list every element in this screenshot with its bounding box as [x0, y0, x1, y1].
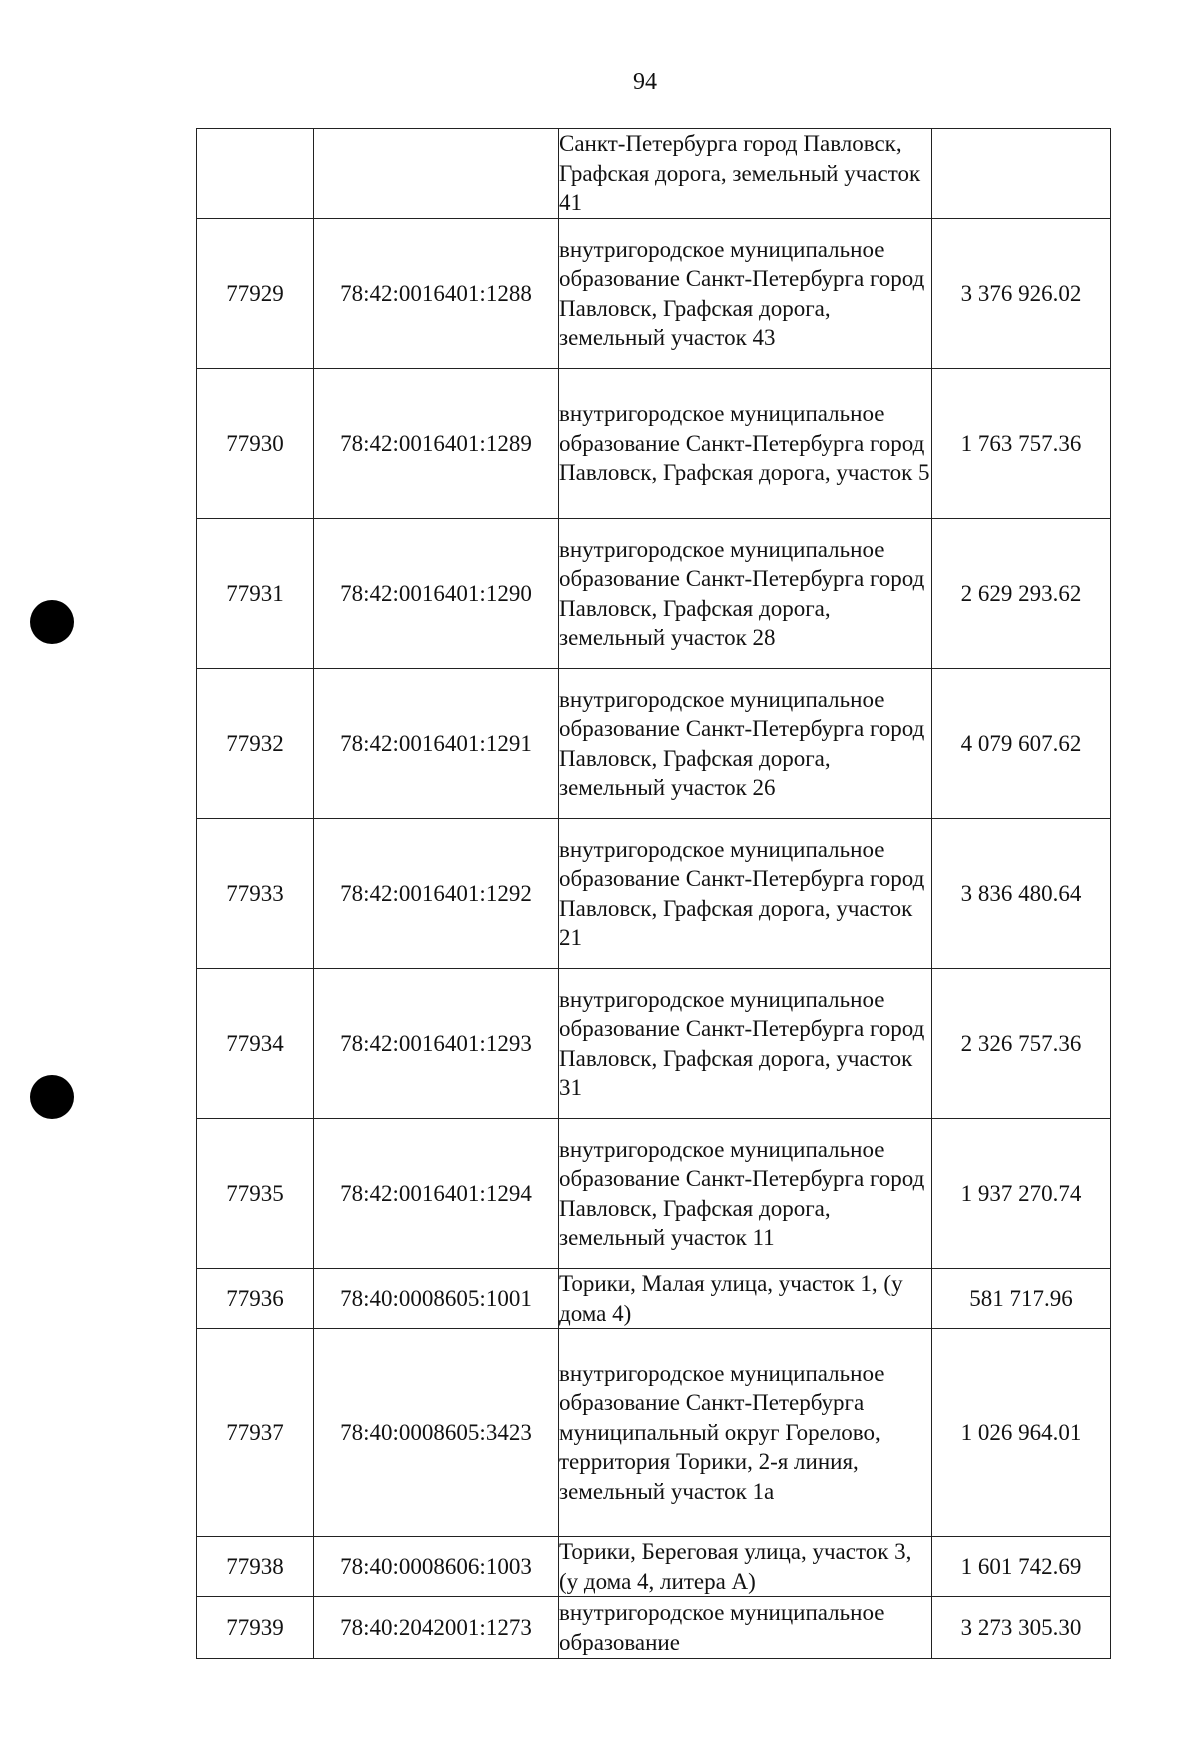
table-row	[197, 1537, 1111, 1597]
table-row	[197, 1597, 1111, 1659]
address: Санкт-Петербурга город Павловск, Графская дорога, земельный участок 41	[559, 129, 932, 219]
address: внутригородское муниципальное образование Санкт-Петербурга город Павловск, Графская дорога, участок 31	[559, 969, 932, 1119]
cadastral-number: 78:42:0016401:1288	[314, 219, 559, 369]
row-number: 77939	[197, 1597, 314, 1659]
value: 1 763 757.36	[932, 369, 1111, 519]
cadastral-number: 78:42:0016401:1292	[314, 819, 559, 969]
cadastral-number: 78:42:0016401:1293	[314, 969, 559, 1119]
table-row	[197, 1329, 1111, 1537]
row-number: 77936	[197, 1269, 314, 1329]
table-row	[197, 129, 1111, 219]
address: внутригородское муниципальное образование Санкт-Петербурга муниципальный округ Горелово, территория Торики, 2-я линия, земельный участок 1а	[559, 1329, 932, 1537]
address: внутригородское муниципальное образование	[559, 1597, 932, 1659]
row-number: 77937	[197, 1329, 314, 1537]
cadastral-number: 78:42:0016401:1291	[314, 669, 559, 819]
cadastral-number: 78:42:0016401:1289	[314, 369, 559, 519]
table-row	[197, 219, 1111, 369]
address: внутригородское муниципальное образование Санкт-Петербурга город Павловск, Графская дорога, участок 5	[559, 369, 932, 519]
table-row	[197, 519, 1111, 669]
value: 3 836 480.64	[932, 819, 1111, 969]
value: 1 601 742.69	[932, 1537, 1111, 1597]
address: Торики, Малая улица, участок 1, (у дома 4)	[559, 1269, 932, 1329]
address: Торики, Береговая улица, участок 3, (у дома 4, литера А)	[559, 1537, 932, 1597]
value	[932, 129, 1111, 219]
value: 3 376 926.02	[932, 219, 1111, 369]
cadastral-number: 78:42:0016401:1294	[314, 1119, 559, 1269]
value: 1 026 964.01	[932, 1329, 1111, 1537]
cadastral-number: 78:40:0008605:1001	[314, 1269, 559, 1329]
punch-hole-top	[30, 600, 74, 644]
table-row	[197, 819, 1111, 969]
row-number: 77931	[197, 519, 314, 669]
cadastral-number: 78:40:0008605:3423	[314, 1329, 559, 1537]
value: 3 273 305.30	[932, 1597, 1111, 1659]
value: 4 079 607.62	[932, 669, 1111, 819]
row-number: 77932	[197, 669, 314, 819]
land-plot-table	[196, 128, 1111, 1659]
cadastral-number	[314, 129, 559, 219]
cadastral-number: 78:40:2042001:1273	[314, 1597, 559, 1659]
address: внутригородское муниципальное образование Санкт-Петербурга город Павловск, Графская дорога, земельный участок 43	[559, 219, 932, 369]
table-row	[197, 1269, 1111, 1329]
row-number: 77930	[197, 369, 314, 519]
table-row	[197, 1119, 1111, 1269]
row-number: 77935	[197, 1119, 314, 1269]
cadastral-number: 78:40:0008606:1003	[314, 1537, 559, 1597]
value: 581 717.96	[932, 1269, 1111, 1329]
punch-hole-bottom	[30, 1075, 74, 1119]
page-number: 94	[633, 69, 657, 95]
row-number: 77933	[197, 819, 314, 969]
address: внутригородское муниципальное образование Санкт-Петербурга город Павловск, Графская дорога, земельный участок 26	[559, 669, 932, 819]
row-number: 77929	[197, 219, 314, 369]
address: внутригородское муниципальное образование Санкт-Петербурга город Павловск, Графская дорога, земельный участок 28	[559, 519, 932, 669]
address: внутригородское муниципальное образование Санкт-Петербурга город Павловск, Графская дорога, земельный участок 11	[559, 1119, 932, 1269]
row-number: 77934	[197, 969, 314, 1119]
row-number	[197, 129, 314, 219]
value: 2 629 293.62	[932, 519, 1111, 669]
row-number: 77938	[197, 1537, 314, 1597]
table-row	[197, 669, 1111, 819]
value: 1 937 270.74	[932, 1119, 1111, 1269]
table-row	[197, 369, 1111, 519]
cadastral-number: 78:42:0016401:1290	[314, 519, 559, 669]
address: внутригородское муниципальное образование Санкт-Петербурга город Павловск, Графская дорога, участок 21	[559, 819, 932, 969]
table-row	[197, 969, 1111, 1119]
value: 2 326 757.36	[932, 969, 1111, 1119]
